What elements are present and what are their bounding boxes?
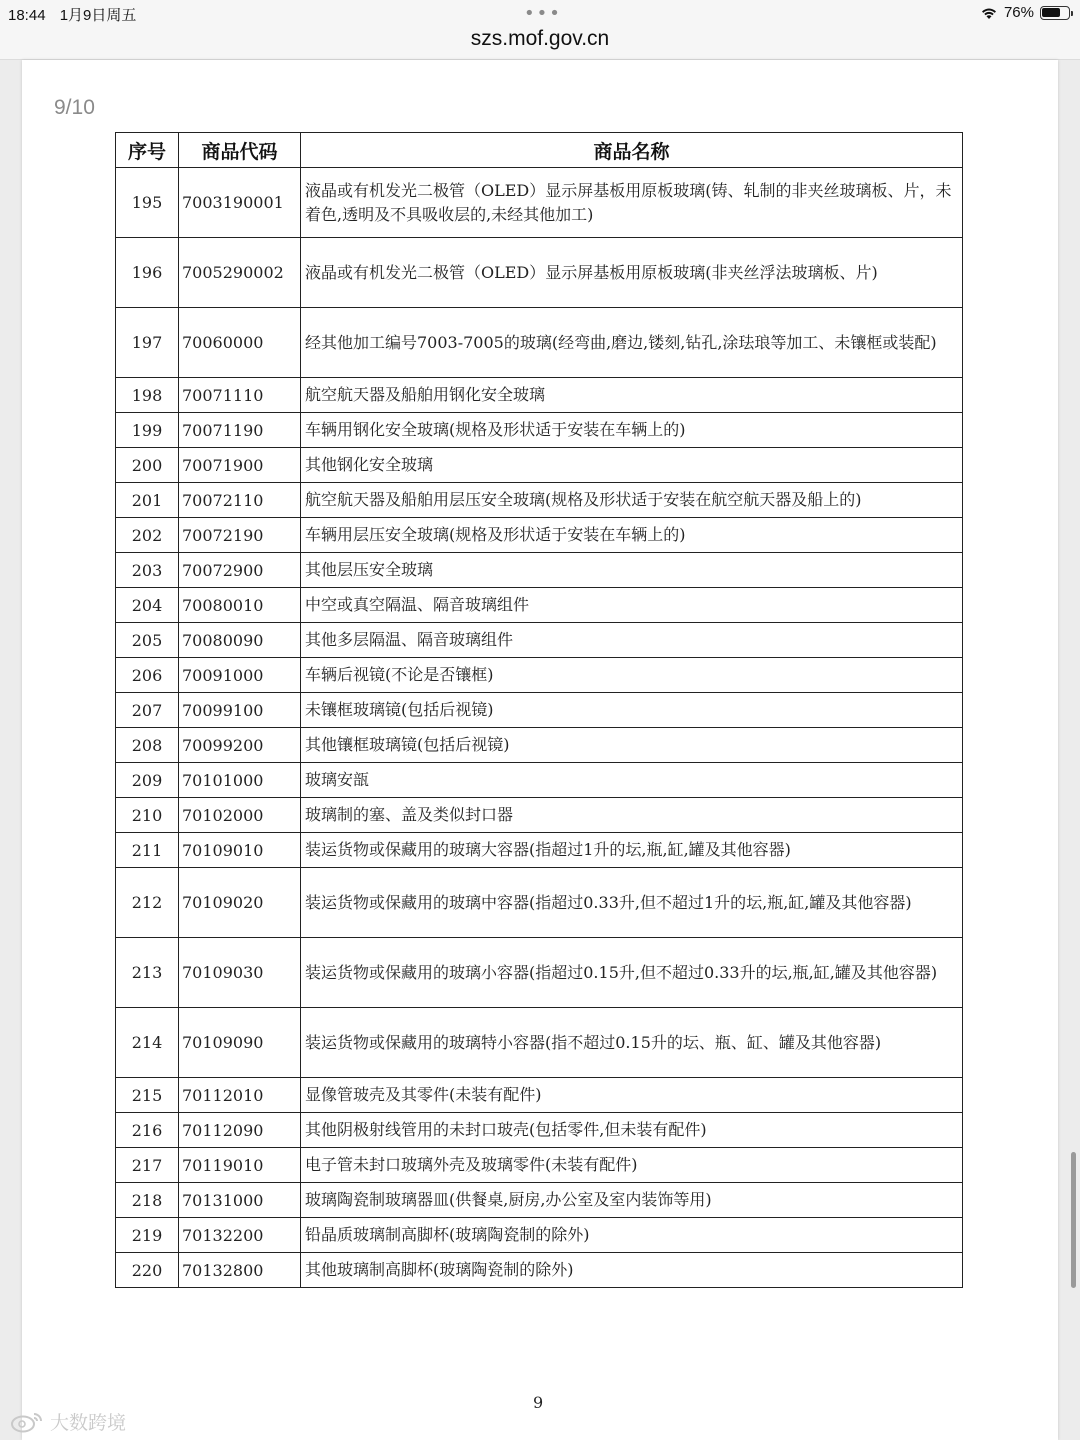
cell-name: 车辆用钢化安全玻璃(规格及形状适于安装在车辆上的) bbox=[301, 413, 963, 448]
cell-seq: 215 bbox=[116, 1078, 179, 1113]
cell-code: 70080090 bbox=[179, 623, 301, 658]
table-row bbox=[116, 518, 963, 553]
table-row bbox=[116, 798, 963, 833]
table-row bbox=[116, 483, 963, 518]
status-bar bbox=[0, 0, 1080, 26]
cell-seq: 216 bbox=[116, 1113, 179, 1148]
header-name: 商品名称 bbox=[301, 133, 963, 168]
goods-table bbox=[115, 132, 963, 1288]
table-row bbox=[116, 1148, 963, 1183]
cell-code: 70102000 bbox=[179, 798, 301, 833]
table-row bbox=[116, 448, 963, 483]
table-row bbox=[116, 1078, 963, 1113]
cell-name: 其他钢化安全玻璃 bbox=[301, 448, 963, 483]
cell-code: 70072110 bbox=[179, 483, 301, 518]
cell-name: 装运货物或保藏用的玻璃特小容器(指不超过0.15升的坛、瓶、缸、罐及其他容器) bbox=[301, 1008, 963, 1078]
table-row bbox=[116, 833, 963, 868]
cell-seq: 199 bbox=[116, 413, 179, 448]
cell-name: 其他镶框玻璃镜(包括后视镜) bbox=[301, 728, 963, 763]
cell-code: 70060000 bbox=[179, 308, 301, 378]
cell-seq: 210 bbox=[116, 798, 179, 833]
cell-name: 装运货物或保藏用的玻璃小容器(指超过0.15升,但不超过0.33升的坛,瓶,缸,罐及其他容器) bbox=[301, 938, 963, 1008]
table-row bbox=[116, 1253, 963, 1288]
multitasking-dots-icon[interactable]: ••• bbox=[524, 3, 562, 24]
table-row bbox=[116, 868, 963, 938]
header-code: 商品代码 bbox=[179, 133, 301, 168]
cell-name: 未镶框玻璃镜(包括后视镜) bbox=[301, 693, 963, 728]
table-header-row bbox=[116, 133, 963, 168]
status-date: 1月9日周五 bbox=[59, 7, 137, 24]
cell-code: 70101000 bbox=[179, 763, 301, 798]
page-number: 9 bbox=[533, 1393, 544, 1412]
cell-seq: 217 bbox=[116, 1148, 179, 1183]
cell-code: 70080010 bbox=[179, 588, 301, 623]
page-indicator: 9/10 bbox=[54, 96, 95, 119]
cell-name: 液晶或有机发光二极管（OLED）显示屏基板用原板玻璃(非夹丝浮法玻璃板、片) bbox=[301, 238, 963, 308]
table-row bbox=[116, 588, 963, 623]
cell-name: 铅晶质玻璃制高脚杯(玻璃陶瓷制的除外) bbox=[301, 1218, 963, 1253]
table-row bbox=[116, 553, 963, 588]
status-time: 18:44 bbox=[8, 7, 46, 24]
cell-code: 70072900 bbox=[179, 553, 301, 588]
cell-code: 70071900 bbox=[179, 448, 301, 483]
cell-name: 车辆用层压安全玻璃(规格及形状适于安装在车辆上的) bbox=[301, 518, 963, 553]
cell-name: 经其他加工编号7003-7005的玻璃(经弯曲,磨边,镂刻,钻孔,涂珐琅等加工、未镶框或装配) bbox=[301, 308, 963, 378]
cell-name: 液晶或有机发光二极管（OLED）显示屏基板用原板玻璃(铸、轧制的非夹丝玻璃板、片，未着色,透明及不具吸收层的,未经其他加工) bbox=[301, 168, 963, 238]
cell-name: 玻璃陶瓷制玻璃器皿(供餐桌,厨房,办公室及室内装饰等用) bbox=[301, 1183, 963, 1218]
battery-percent: 76% bbox=[1003, 4, 1034, 21]
cell-name: 装运货物或保藏用的玻璃大容器(指超过1升的坛,瓶,缸,罐及其他容器) bbox=[301, 833, 963, 868]
cell-name: 显像管玻壳及其零件(未装有配件) bbox=[301, 1078, 963, 1113]
cell-code: 70109090 bbox=[179, 1008, 301, 1078]
cell-seq: 197 bbox=[116, 308, 179, 378]
cell-seq: 211 bbox=[116, 833, 179, 868]
cell-seq: 207 bbox=[116, 693, 179, 728]
table-row bbox=[116, 658, 963, 693]
cell-seq: 212 bbox=[116, 868, 179, 938]
battery-icon bbox=[1040, 6, 1070, 20]
cell-seq: 219 bbox=[116, 1218, 179, 1253]
cell-code: 70071110 bbox=[179, 378, 301, 413]
table-row bbox=[116, 728, 963, 763]
watermark-text: 大数跨境 bbox=[50, 1412, 127, 1434]
cell-name: 中空或真空隔温、隔音玻璃组件 bbox=[301, 588, 963, 623]
cell-name: 装运货物或保藏用的玻璃中容器(指超过0.33升,但不超过1升的坛,瓶,缸,罐及其他容器) bbox=[301, 868, 963, 938]
status-indicators bbox=[980, 4, 1070, 21]
cell-code: 70072190 bbox=[179, 518, 301, 553]
header-seq: 序号 bbox=[116, 133, 179, 168]
table-row bbox=[116, 238, 963, 308]
cell-name: 其他玻璃制高脚杯(玻璃陶瓷制的除外) bbox=[301, 1253, 963, 1288]
cell-code: 70099200 bbox=[179, 728, 301, 763]
cell-seq: 196 bbox=[116, 238, 179, 308]
cell-code: 70109030 bbox=[179, 938, 301, 1008]
cell-code: 70109020 bbox=[179, 868, 301, 938]
watermark bbox=[10, 1408, 126, 1435]
cell-code: 70132800 bbox=[179, 1253, 301, 1288]
table-row bbox=[116, 378, 963, 413]
cell-name: 其他阴极射线管用的未封口玻壳(包括零件,但未装有配件) bbox=[301, 1113, 963, 1148]
table-body bbox=[116, 168, 963, 1288]
cell-name: 航空航天器及船舶用钢化安全玻璃 bbox=[301, 378, 963, 413]
table-row bbox=[116, 1113, 963, 1148]
cell-code: 70112090 bbox=[179, 1113, 301, 1148]
cell-name: 玻璃安瓿 bbox=[301, 763, 963, 798]
table-row bbox=[116, 168, 963, 238]
cell-code: 70091000 bbox=[179, 658, 301, 693]
wifi-icon bbox=[980, 6, 998, 20]
cell-code: 70131000 bbox=[179, 1183, 301, 1218]
cell-code: 70109010 bbox=[179, 833, 301, 868]
cell-name: 电子管未封口玻璃外壳及玻璃零件(未装有配件) bbox=[301, 1148, 963, 1183]
cell-seq: 206 bbox=[116, 658, 179, 693]
battery-fill bbox=[1042, 8, 1060, 17]
cell-code: 70071190 bbox=[179, 413, 301, 448]
cell-seq: 202 bbox=[116, 518, 179, 553]
table-row bbox=[116, 763, 963, 798]
cell-name: 其他多层隔温、隔音玻璃组件 bbox=[301, 623, 963, 658]
cell-name: 玻璃制的塞、盖及类似封口器 bbox=[301, 798, 963, 833]
cell-name: 车辆后视镜(不论是否镶框) bbox=[301, 658, 963, 693]
cell-seq: 204 bbox=[116, 588, 179, 623]
table-row bbox=[116, 693, 963, 728]
table-row bbox=[116, 1008, 963, 1078]
cell-code: 7003190001 bbox=[179, 168, 301, 238]
cell-name: 航空航天器及船舶用层压安全玻璃(规格及形状适于安装在航空航天器及船上的) bbox=[301, 483, 963, 518]
cell-code: 7005290002 bbox=[179, 238, 301, 308]
cell-seq: 218 bbox=[116, 1183, 179, 1218]
cell-seq: 201 bbox=[116, 483, 179, 518]
cell-seq: 195 bbox=[116, 168, 179, 238]
table-row bbox=[116, 623, 963, 658]
cell-seq: 205 bbox=[116, 623, 179, 658]
cell-seq: 213 bbox=[116, 938, 179, 1008]
cell-seq: 208 bbox=[116, 728, 179, 763]
cell-seq: 203 bbox=[116, 553, 179, 588]
cell-seq: 220 bbox=[116, 1253, 179, 1288]
table-row bbox=[116, 938, 963, 1008]
scrollbar[interactable] bbox=[1071, 1152, 1076, 1288]
cell-seq: 200 bbox=[116, 448, 179, 483]
cell-code: 70119010 bbox=[179, 1148, 301, 1183]
weibo-logo-icon bbox=[10, 1411, 44, 1433]
cell-seq: 209 bbox=[116, 763, 179, 798]
table-row bbox=[116, 1218, 963, 1253]
url-text[interactable]: szs.mof.gov.cn bbox=[470, 27, 610, 50]
status-time-date bbox=[8, 4, 146, 25]
address-bar[interactable] bbox=[0, 26, 1080, 60]
cell-seq: 214 bbox=[116, 1008, 179, 1078]
cell-code: 70132200 bbox=[179, 1218, 301, 1253]
cell-name: 其他层压安全玻璃 bbox=[301, 553, 963, 588]
table-row bbox=[116, 308, 963, 378]
cell-code: 70112010 bbox=[179, 1078, 301, 1113]
cell-code: 70099100 bbox=[179, 693, 301, 728]
cell-seq: 198 bbox=[116, 378, 179, 413]
table-row bbox=[116, 413, 963, 448]
table-row bbox=[116, 1183, 963, 1218]
